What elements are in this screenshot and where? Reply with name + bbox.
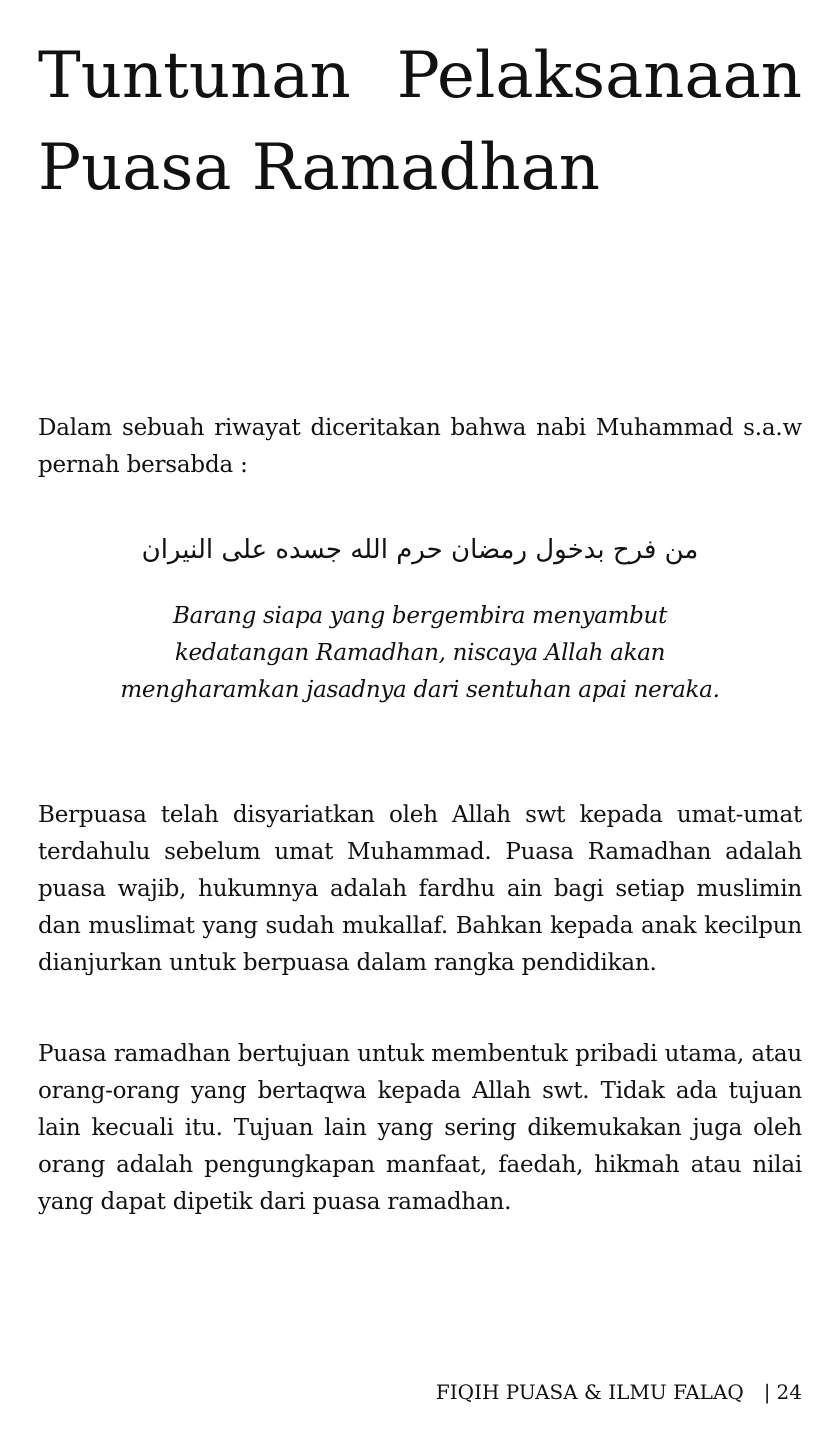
hadith-arabic-text: من فرح بدخول رمضان حرم الله جسده على النيران xyxy=(141,535,699,565)
page-title-line-1: Tuntunan Pelaksanaan xyxy=(38,39,802,113)
page-title xyxy=(38,30,802,214)
page-footer xyxy=(436,1377,802,1407)
body-paragraph: Berpuasa telah disyariatkan oleh Allah swt kepada umat-umat terdahulu sebelum umat Muhammad. Puasa Ramadhan adalah puasa wajib, hukumnya adalah fardhu ain bagi setiap muslimin dan muslimat yang sudah mukallaf. Bahkan kepada anak kecilpun dianjurkan untuk berpuasa dalam rangka pendidikan. xyxy=(38,802,802,976)
body-paragraph: Puasa ramadhan bertujuan untuk membentuk pribadi utama, atau orang-orang yang bertaqwa kepada Allah swt. Tidak ada tujuan lain kecuali itu. Tujuan lain yang sering dikemukakan juga oleh orang adalah pengungkapan manfaat, faedah, hikmah atau nilai yang dapat dipetik dari puasa ramadhan. xyxy=(38,1041,802,1215)
document-page xyxy=(38,0,802,1438)
page-title-line-2: Puasa Ramadhan xyxy=(38,131,600,205)
hadith-translation: Barang siapa yang bergembira menyambut kedatangan Ramadhan, niscaya Allah akan mengharamkan jasadnya dari sentuhan apai neraka. xyxy=(120,603,720,703)
intro-paragraph: Dalam sebuah riwayat diceritakan bahwa nabi Muhammad s.a.w pernah bersabda : xyxy=(38,415,802,478)
page-number: 24 xyxy=(776,1380,802,1404)
footer-separator: | xyxy=(763,1380,771,1404)
footer-book-title: FIQIH PUASA & ILMU FALAQ xyxy=(435,1380,744,1404)
